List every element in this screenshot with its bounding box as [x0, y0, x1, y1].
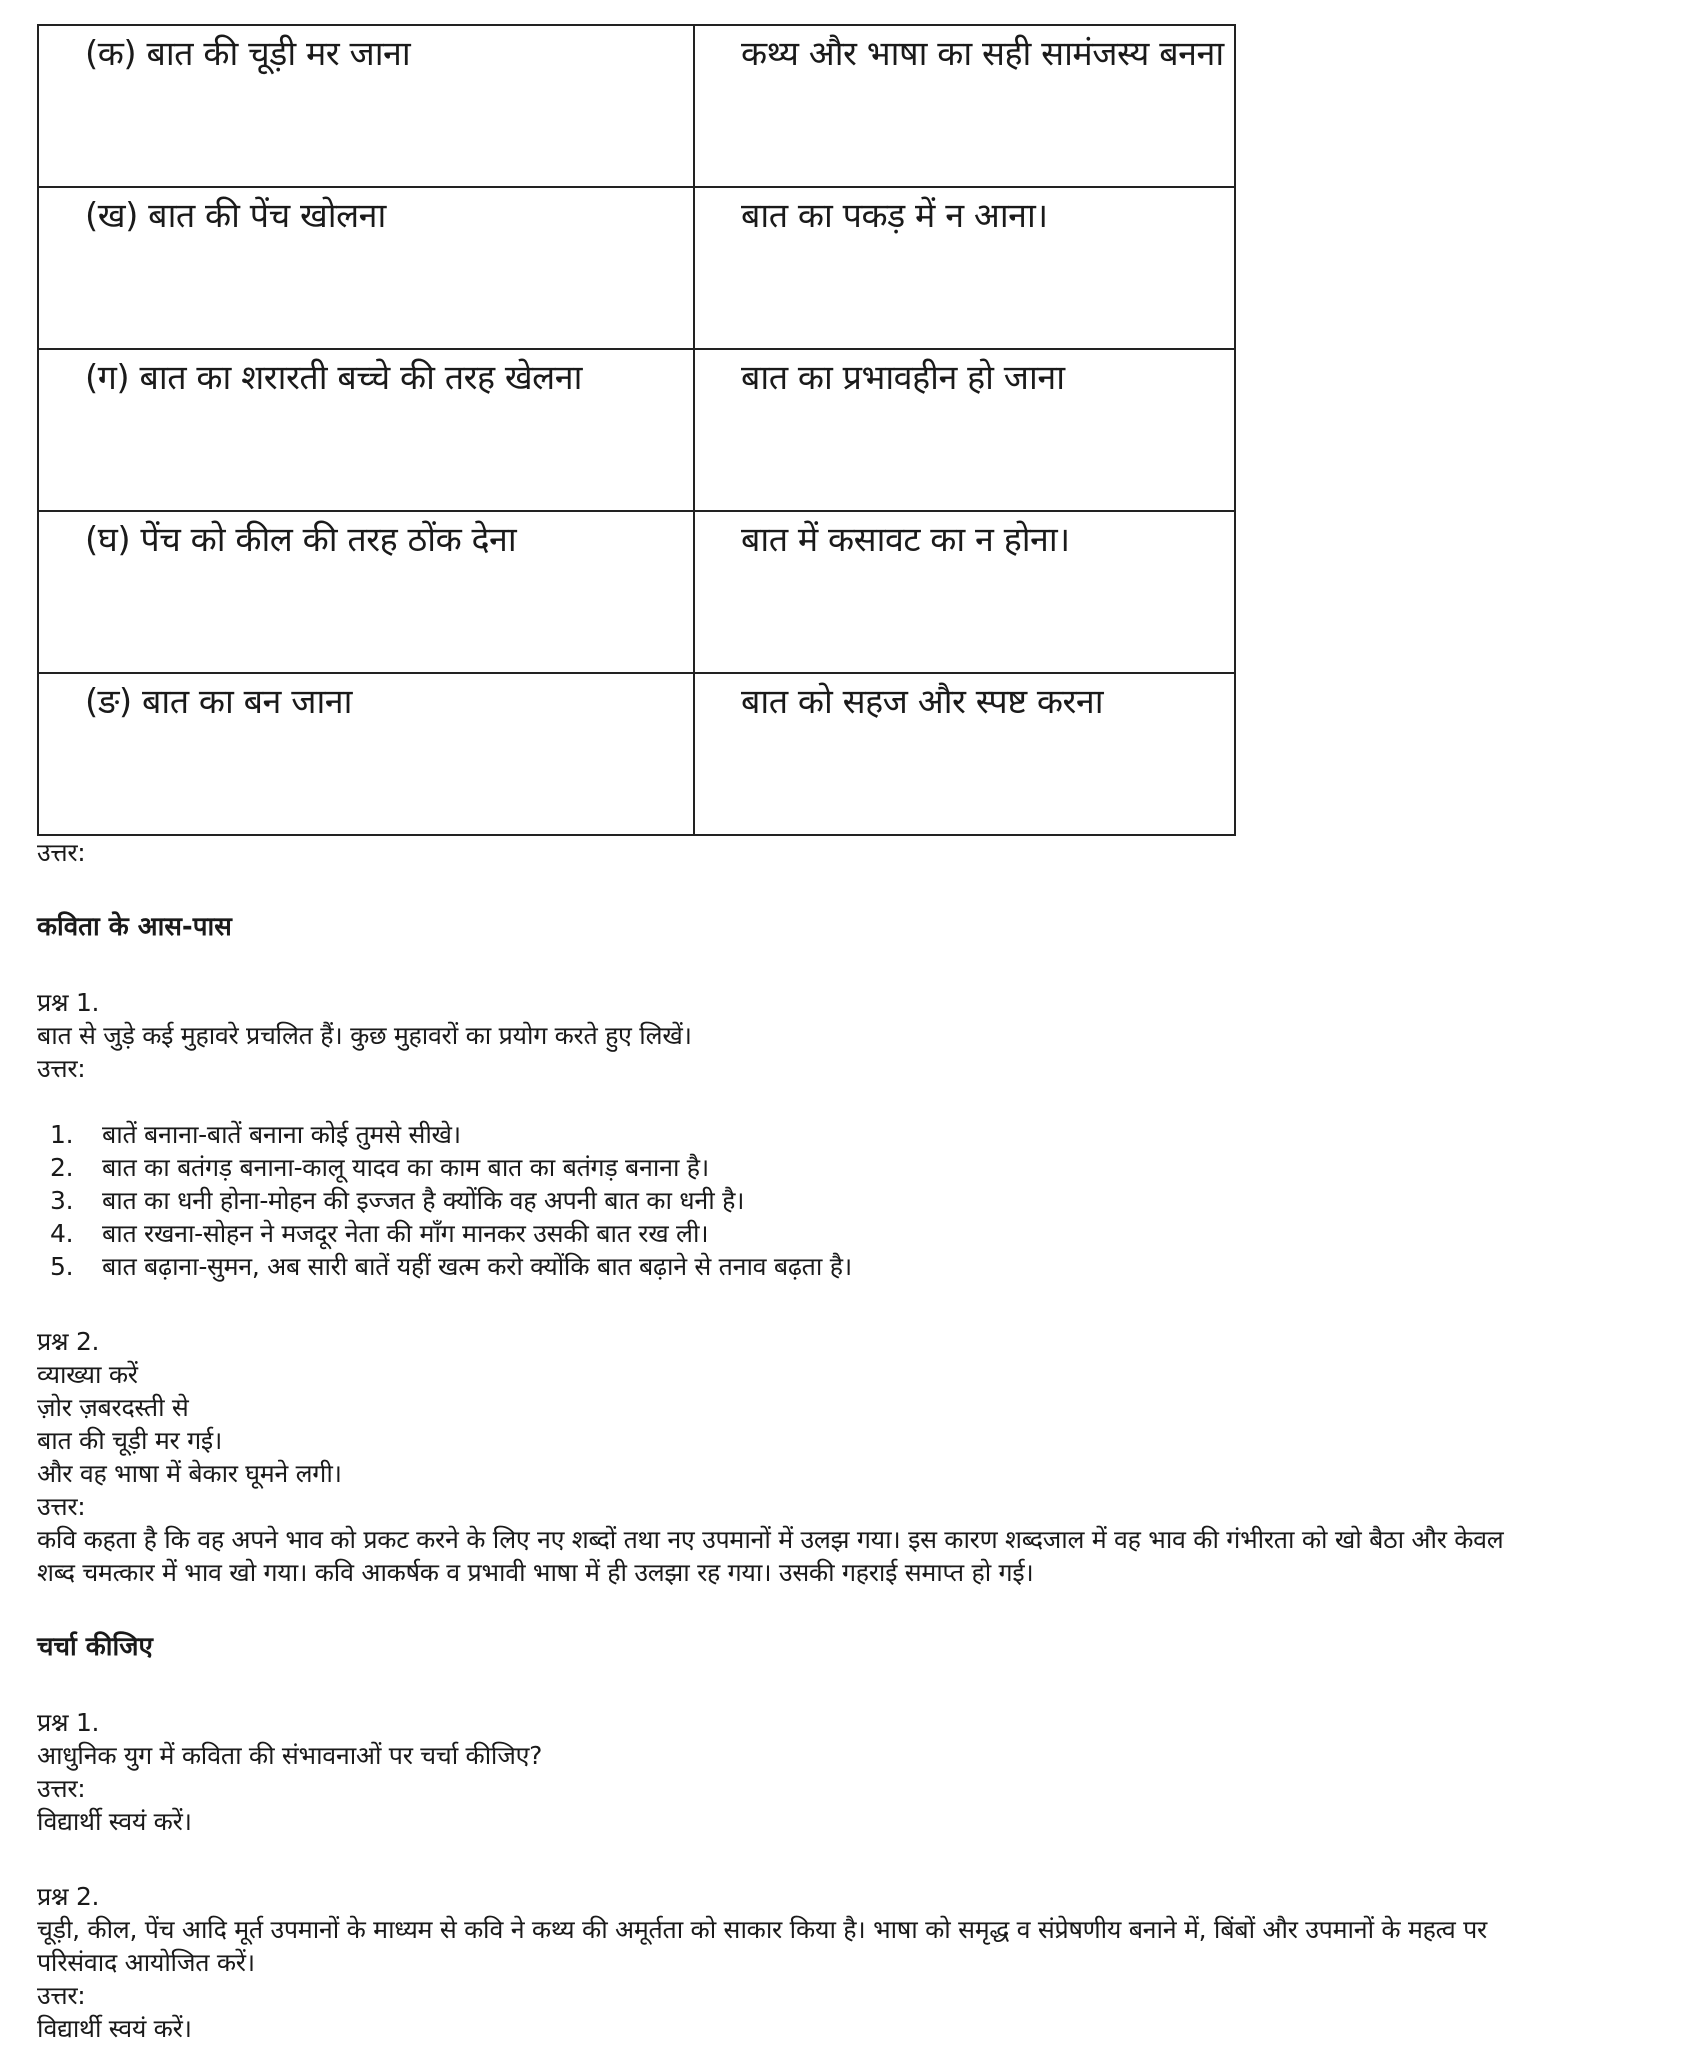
- question-text: चूड़ी, कील, पेंच आदि मूर्त उपमानों के माध्यम से कवि ने कथ्य की अमूर्तता को साकार किया है। भाषा को समृद्ध व संप्रेषणीय बनाने में, बिंबों और उपमानों के महत्व पर: [37, 1915, 1487, 1944]
- idiom-usage-list: [37, 1118, 1657, 1283]
- list-number: 3.: [50, 1186, 74, 1215]
- answer-text: कवि कहता है कि वह अपने भाव को प्रकट करने के लिए नए शब्दों तथा नए उपमानों में उलझ गया। इस कारण शब्दजाल में वह भाव की गंभीरता को खो बैठा और केवल: [37, 1525, 1504, 1554]
- table-row: [38, 349, 1235, 511]
- idiom-cell: (ङ) बात का बन जाना: [38, 673, 694, 835]
- list-text: बात का बतंगड़ बनाना-कालू यादव का काम बात का बतंगड़ बनाना है।: [102, 1153, 709, 1182]
- answer-text: विद्यार्थी स्वयं करें।: [37, 1807, 192, 1836]
- list-number: 4.: [50, 1219, 74, 1248]
- idiom-cell: (ख) बात की पेंच खोलना: [38, 187, 694, 349]
- meaning-cell: बात का प्रभावहीन हो जाना: [694, 349, 1235, 511]
- verse-line: बात की चूड़ी मर गई।: [37, 1426, 222, 1455]
- list-text: बातें बनाना-बातें बनाना कोई तुमसे सीखे।: [102, 1120, 461, 1149]
- table-row: [38, 187, 1235, 349]
- question-label: प्रश्न 1.: [37, 988, 100, 1017]
- question-text: बात से जुड़े कई मुहावरे प्रचलित हैं। कुछ मुहावरों का प्रयोग करते हुए लिखें।: [37, 1021, 692, 1050]
- list-item: [50, 1184, 1657, 1217]
- question-prompt: व्याख्या करें: [37, 1360, 138, 1389]
- meaning-cell: कथ्य और भाषा का सही सामंजस्य बनना: [694, 25, 1235, 187]
- list-text: बात बढ़ाना-सुमन, अब सारी बातें यहीं खत्म करो क्योंकि बात बढ़ाने से तनाव बढ़ता है।: [102, 1252, 852, 1281]
- table-row: [38, 673, 1235, 835]
- idiom-cell: (ग) बात का शरारती बच्चे की तरह खेलना: [38, 349, 694, 511]
- list-number: 2.: [50, 1153, 74, 1182]
- question-label: प्रश्न 2.: [37, 1882, 100, 1911]
- idiom-match-table: [37, 24, 1236, 836]
- list-text: बात का धनी होना-मोहन की इज्जत है क्योंकि वह अपनी बात का धनी है।: [102, 1186, 745, 1215]
- question-label: प्रश्न 1.: [37, 1708, 100, 1737]
- section-heading-kavita-ke-aas-paas: कविता के आस-पास: [37, 912, 232, 942]
- verse-line: और वह भाषा में बेकार घूमने लगी।: [37, 1459, 342, 1488]
- answer-text: शब्द चमत्कार में भाव खो गया। कवि आकर्षक व प्रभावी भाषा में ही उलझा रह गया। उसकी गहराई समाप्त हो गई।: [37, 1558, 1034, 1587]
- meaning-cell: बात को सहज और स्पष्ट करना: [694, 673, 1235, 835]
- answer-text: विद्यार्थी स्वयं करें।: [37, 2014, 192, 2043]
- question-text: परिसंवाद आयोजित करें।: [37, 1948, 255, 1977]
- idiom-cell: (घ) पेंच को कील की तरह ठोंक देना: [38, 511, 694, 673]
- question-text: आधुनिक युग में कविता की संभावनाओं पर चर्चा कीजिए?: [37, 1741, 543, 1770]
- answer-label: उत्तर:: [37, 1054, 86, 1083]
- idiom-cell: (क) बात की चूड़ी मर जाना: [38, 25, 694, 187]
- answer-label: उत्तर:: [37, 1492, 86, 1521]
- answer-label: उत्तर:: [37, 838, 86, 867]
- list-number: 1.: [50, 1120, 74, 1149]
- answer-label: उत्तर:: [37, 1981, 86, 2010]
- question-label: प्रश्न 2.: [37, 1327, 100, 1356]
- list-item: [50, 1151, 1657, 1184]
- table-row: [38, 511, 1235, 673]
- question-block: [37, 1325, 1657, 1589]
- question-block: [37, 986, 1657, 1085]
- meaning-cell: बात में कसावट का न होना।: [694, 511, 1235, 673]
- list-number: 5.: [50, 1252, 74, 1281]
- document-page: [37, 24, 1657, 2045]
- section-heading-charcha-kijiye: चर्चा कीजिए: [37, 1632, 153, 1662]
- meaning-cell: बात का पकड़ में न आना।: [694, 187, 1235, 349]
- list-item: [50, 1217, 1657, 1250]
- question-block: [37, 1706, 1657, 1838]
- list-text: बात रखना-सोहन ने मजदूर नेता की माँग मानकर उसकी बात रख ली।: [102, 1219, 709, 1248]
- table-row: [38, 25, 1235, 187]
- table-answer: [37, 836, 1657, 869]
- list-item: [50, 1250, 1657, 1283]
- verse-line: ज़ोर ज़बरदस्ती से: [37, 1393, 189, 1422]
- answer-label: उत्तर:: [37, 1774, 86, 1803]
- question-block: [37, 1880, 1657, 2045]
- list-item: [50, 1118, 1657, 1151]
